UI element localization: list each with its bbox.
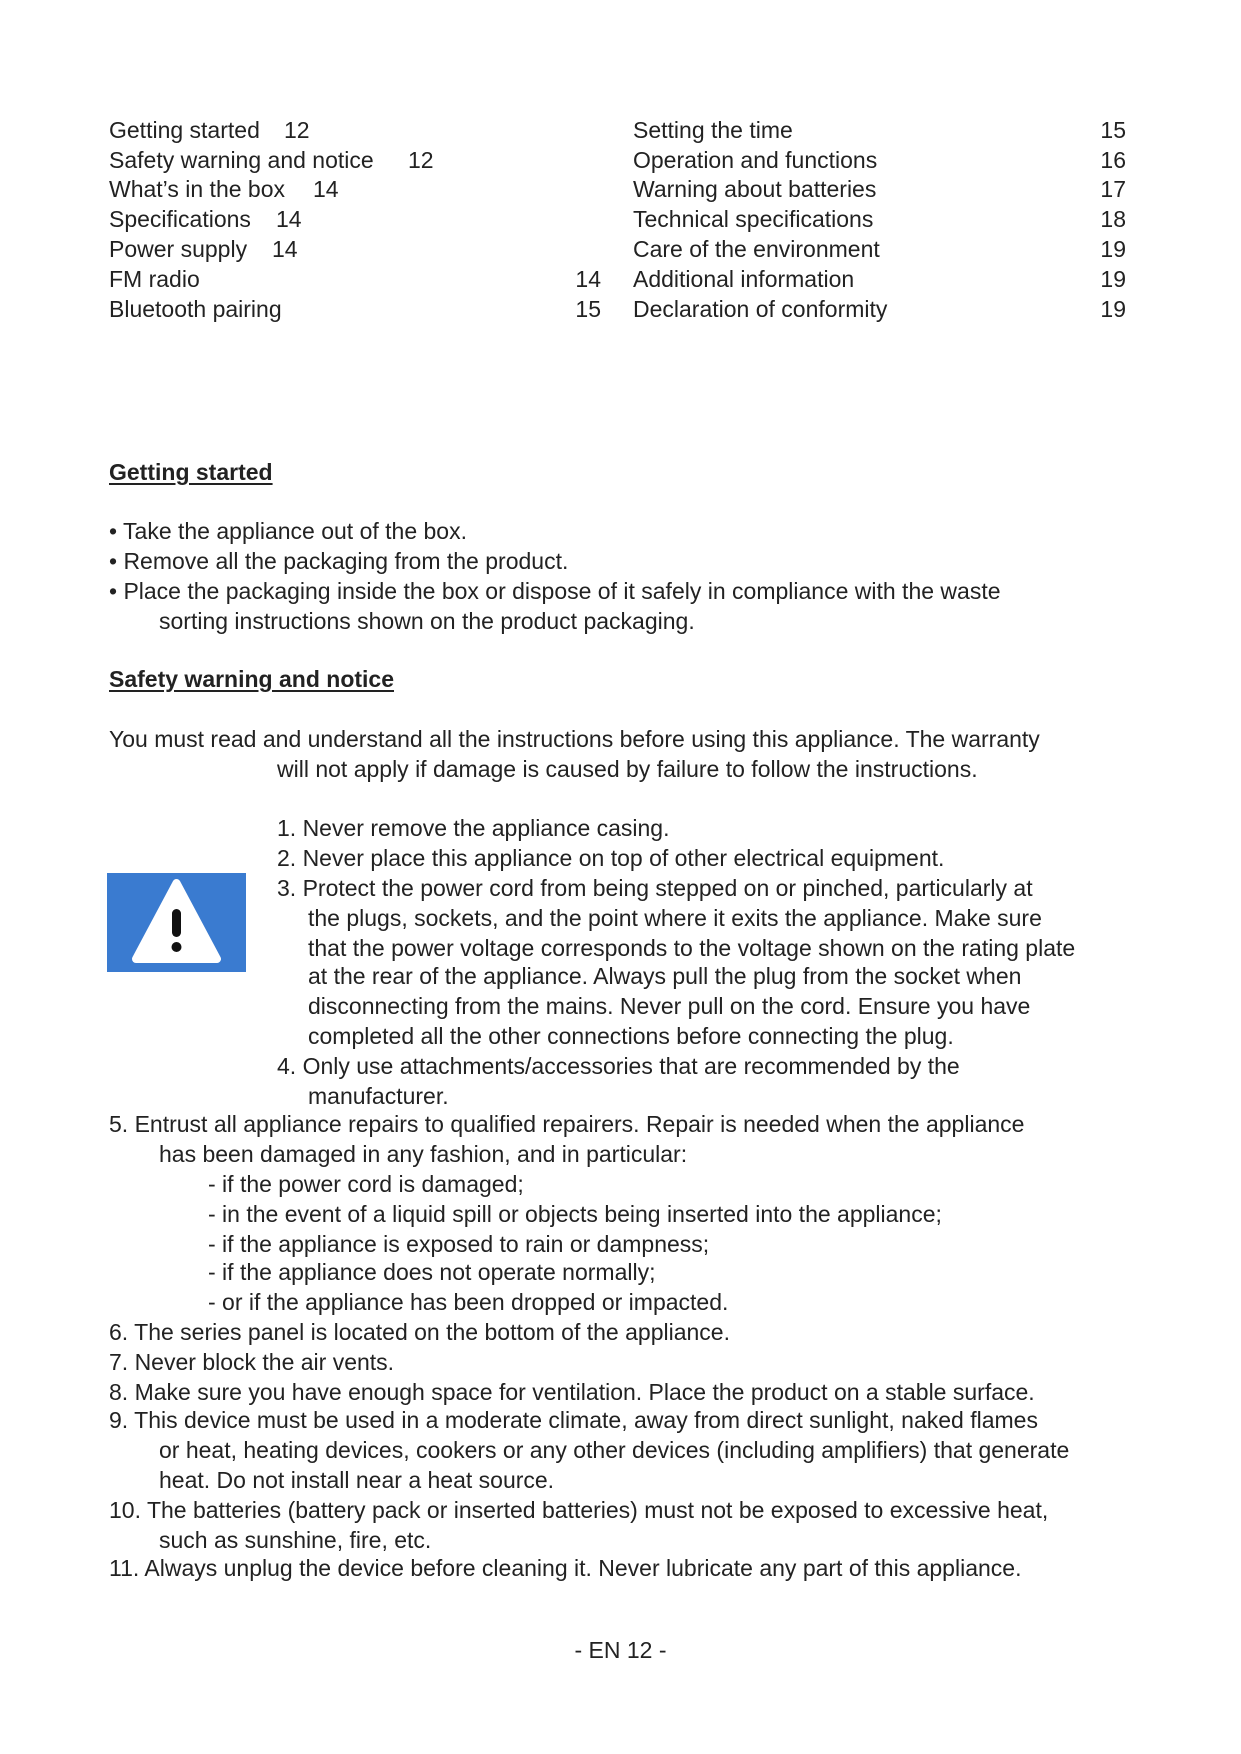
- toc-entry-title: Setting the time: [633, 117, 793, 143]
- safety-item: 6. The series panel is located on the bottom of the appliance.: [109, 1319, 730, 1345]
- toc-entry-page: 19: [1100, 266, 1126, 292]
- toc-entry-title: Power supply: [109, 236, 248, 262]
- bullet-item: • Remove all the packaging from the product.: [109, 548, 569, 574]
- safety-item: 7. Never block the air vents.: [109, 1349, 395, 1375]
- toc-entry-page: 18: [1100, 206, 1126, 232]
- safety-item-cont: at the rear of the appliance. Always pull the plug from the socket when: [308, 963, 1022, 989]
- safety-item: 10. The batteries (battery pack or inserted batteries) must not be exposed to excessive heat,: [109, 1497, 1049, 1523]
- safety-item: 11. Always unplug the device before cleaning it. Never lubricate any part of this appliance.: [109, 1555, 1022, 1581]
- safety-item: 3. Protect the power cord from being stepped on or pinched, particularly at: [277, 875, 1033, 901]
- toc-entry-page: 15: [1100, 117, 1126, 143]
- safety-intro: You must read and understand all the instructions before using this appliance. The warranty: [109, 726, 1040, 752]
- toc-entry-title: Warning about batteries: [633, 176, 877, 202]
- safety-item-cont: or heat, heating devices, cookers or any other devices (including amplifiers) that generate: [159, 1437, 1070, 1463]
- toc-entry-title: Declaration of conformity: [633, 296, 888, 322]
- safety-subitem: - if the appliance does not operate normally;: [208, 1259, 656, 1285]
- safety-item: 4. Only use attachments/accessories that are recommended by the: [277, 1053, 960, 1079]
- toc-entry-page: 17: [1100, 176, 1126, 202]
- safety-item: 2. Never place this appliance on top of other electrical equipment.: [277, 845, 945, 871]
- toc-entry-title: Technical specifications: [633, 206, 874, 232]
- safety-item-cont: completed all the other connections before connecting the plug.: [308, 1023, 954, 1049]
- safety-intro-cont: will not apply if damage is caused by failure to follow the instructions.: [277, 756, 978, 782]
- toc-entry-page: 14: [313, 176, 339, 202]
- toc-entry-page: 14: [276, 206, 302, 232]
- toc-entry-title: Additional information: [633, 266, 855, 292]
- bullet-item-continuation: sorting instructions shown on the product packaging.: [159, 608, 695, 634]
- safety-item-cont: the plugs, sockets, and the point where it exits the appliance. Make sure: [308, 905, 1042, 931]
- toc-entry-title: Bluetooth pairing: [109, 296, 282, 322]
- safety-item: 8. Make sure you have enough space for ventilation. Place the product on a stable surface.: [109, 1379, 1035, 1405]
- toc-entry-page: 14: [272, 236, 298, 262]
- section-heading-getting-started: Getting started: [109, 459, 273, 485]
- toc-entry-page: 14: [575, 266, 601, 292]
- bullet-item: • Place the packaging inside the box or dispose of it safely in compliance with the waste: [109, 578, 1001, 604]
- safety-item-cont: heat. Do not install near a heat source.: [159, 1467, 555, 1493]
- page-number: - EN 12 -: [574, 1637, 667, 1663]
- toc-entry-title: FM radio: [109, 266, 200, 292]
- toc-entry-page: 19: [1100, 296, 1126, 322]
- toc-entry-title: Care of the environment: [633, 236, 880, 262]
- toc-entry-title: What’s in the box: [109, 176, 286, 202]
- safety-item-cont: disconnecting from the mains. Never pull on the cord. Ensure you have: [308, 993, 1031, 1019]
- toc-entry-page: 16: [1100, 147, 1126, 173]
- warning-triangle-icon: [107, 873, 246, 972]
- safety-item: 9. This device must be used in a moderate climate, away from direct sunlight, naked flames: [109, 1407, 1038, 1433]
- toc-entry-page: 12: [284, 117, 310, 143]
- toc-entry-page: 15: [575, 296, 601, 322]
- toc-entry-page: 19: [1100, 236, 1126, 262]
- safety-subitem: - if the power cord is damaged;: [208, 1171, 524, 1197]
- safety-item-cont: such as sunshine, fire, etc.: [159, 1527, 432, 1553]
- safety-subitem: - or if the appliance has been dropped or impacted.: [208, 1289, 729, 1315]
- toc-entry-title: Specifications: [109, 206, 251, 232]
- safety-item: 1. Never remove the appliance casing.: [277, 815, 670, 841]
- toc-entry-title: Operation and functions: [633, 147, 878, 173]
- safety-item-cont: has been damaged in any fashion, and in particular:: [159, 1141, 688, 1167]
- toc-entry-title: Getting started: [109, 117, 260, 143]
- section-heading-safety: Safety warning and notice: [109, 666, 394, 692]
- safety-subitem: - if the appliance is exposed to rain or dampness;: [208, 1231, 710, 1257]
- toc-entry-page: 12: [408, 147, 434, 173]
- safety-subitem: - in the event of a liquid spill or objects being inserted into the appliance;: [208, 1201, 942, 1227]
- safety-item: 5. Entrust all appliance repairs to qualified repairers. Repair is needed when the appliance: [109, 1111, 1025, 1137]
- bullet-item: • Take the appliance out of the box.: [109, 518, 467, 544]
- safety-item-cont: manufacturer.: [308, 1083, 449, 1109]
- safety-item-cont: that the power voltage corresponds to the voltage shown on the rating plate: [308, 935, 1076, 961]
- toc-entry-title: Safety warning and notice: [109, 147, 374, 173]
